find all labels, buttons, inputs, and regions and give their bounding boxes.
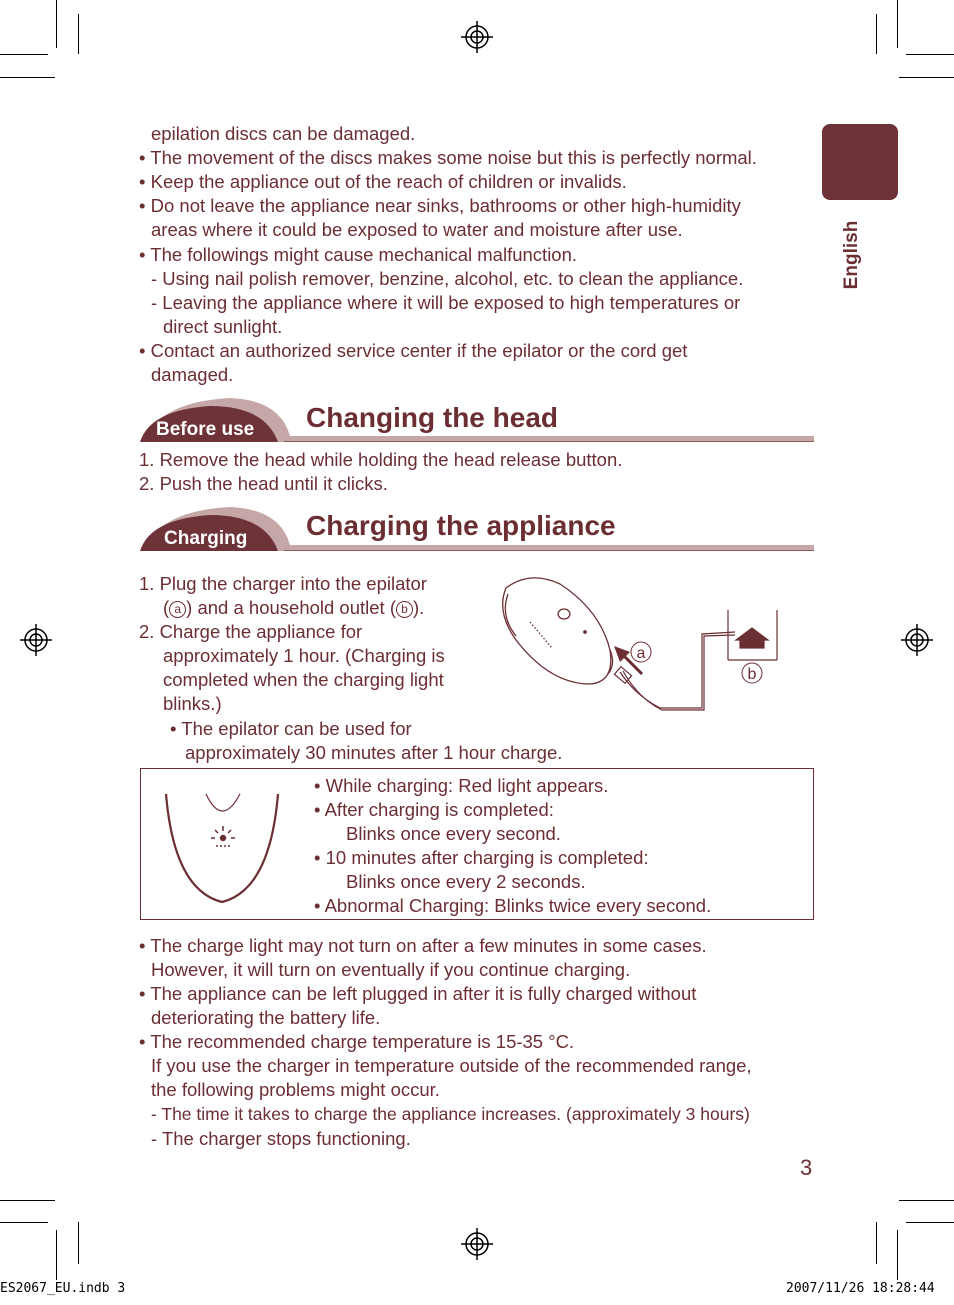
label-a: a xyxy=(636,645,646,662)
language-tab xyxy=(822,124,898,200)
section-tab-label: Before use xyxy=(156,419,255,440)
intro-line: - Using nail polish remover, benzine, alcohol, etc. to clean the appliance. xyxy=(151,268,744,289)
registration-target-icon xyxy=(461,1228,493,1260)
charger-cord-icon xyxy=(614,632,735,710)
note-line: - The charger stops functioning. xyxy=(151,1128,411,1149)
section-tab-label: Charging xyxy=(164,528,248,549)
note-line: • The charge light may not turn on after a few minutes in some cases. xyxy=(139,935,707,956)
section-rule xyxy=(284,436,814,442)
charge-light-illustration xyxy=(160,790,285,912)
note-line: • The recommended charge temperature is 15-35 °C. xyxy=(139,1031,575,1052)
step-line: 1. Plug the charger into the epilator xyxy=(139,573,427,594)
intro-line: epilation discs can be damaged. xyxy=(151,123,416,144)
step-line: 2. Push the head until it clicks. xyxy=(139,473,388,494)
outlet-icon xyxy=(728,610,777,660)
step-line: completed when the charging light xyxy=(163,669,444,690)
intro-line: • The followings might cause mechanical malfunction. xyxy=(139,244,578,265)
charge-light-icon xyxy=(211,826,235,846)
footer-file-info: ES2067_EU.indb 3 xyxy=(0,1281,126,1296)
registration-target-icon xyxy=(461,21,493,53)
status-line: Blinks once every second. xyxy=(346,823,561,844)
intro-line: • Keep the appliance out of the reach of children or invalids. xyxy=(139,171,627,192)
status-line: • 10 minutes after charging is completed: xyxy=(314,847,649,868)
step-line: approximately 1 hour. (Charging is xyxy=(163,645,445,666)
status-line: Blinks once every 2 seconds. xyxy=(346,871,586,892)
intro-line: damaged. xyxy=(151,364,234,385)
intro-line: direct sunlight. xyxy=(163,316,283,337)
note-line: • The appliance can be left plugged in after it is fully charged without xyxy=(139,983,697,1004)
intro-line: • Contact an authorized service center if the epilator or the cord get xyxy=(139,340,688,361)
status-line: • Abnormal Charging: Blinks twice every second. xyxy=(314,895,712,916)
sub-bullet-line: approximately 30 minutes after 1 hour charge. xyxy=(185,742,563,763)
registration-target-icon xyxy=(20,624,52,656)
section-title: Changing the head xyxy=(306,402,558,433)
note-line: If you use the charger in temperature outside of the recommended range, xyxy=(151,1055,752,1076)
intro-line: - Leaving the appliance where it will be exposed to high temperatures or xyxy=(151,292,741,313)
note-line: the following problems might occur. xyxy=(151,1079,440,1100)
step-line: 2. Charge the appliance for xyxy=(139,621,363,642)
note-line: deteriorating the battery life. xyxy=(151,1007,381,1028)
status-line: • While charging: Red light appears. xyxy=(314,775,609,796)
footer-timestamp: 2007/11/26 18:28:44 xyxy=(786,1281,935,1296)
note-line: - The time it takes to charge the appliance increases. (approximately 3 hours) xyxy=(151,1104,750,1124)
step-line: ( a ) and a household outlet ( b ). xyxy=(163,597,425,618)
section-title: Charging the appliance xyxy=(306,510,616,541)
section-rule xyxy=(284,545,814,551)
note-line: However, it will turn on eventually if you continue charging. xyxy=(151,959,631,980)
intro-line: • Do not leave the appliance near sinks, bathrooms or other high-humidity xyxy=(139,195,741,216)
step-line: blinks.) xyxy=(163,693,222,714)
marker-b: b xyxy=(396,601,413,618)
intro-line: areas where it could be exposed to water and moisture after use. xyxy=(151,219,683,240)
marker-a: a xyxy=(169,601,186,618)
registration-target-icon xyxy=(901,624,933,656)
intro-line: • The movement of the discs makes some noise but this is perfectly normal. xyxy=(139,147,757,168)
sub-bullet-line: • The epilator can be used for xyxy=(170,718,412,739)
status-line: • After charging is completed: xyxy=(314,799,554,820)
page-number: 3 xyxy=(800,1155,813,1180)
epilator-icon xyxy=(503,578,613,684)
step-line: 1. Remove the head while holding the head release button. xyxy=(139,449,623,470)
charging-illustration xyxy=(490,570,790,715)
label-b: b xyxy=(747,666,757,683)
language-label: English xyxy=(841,220,862,290)
